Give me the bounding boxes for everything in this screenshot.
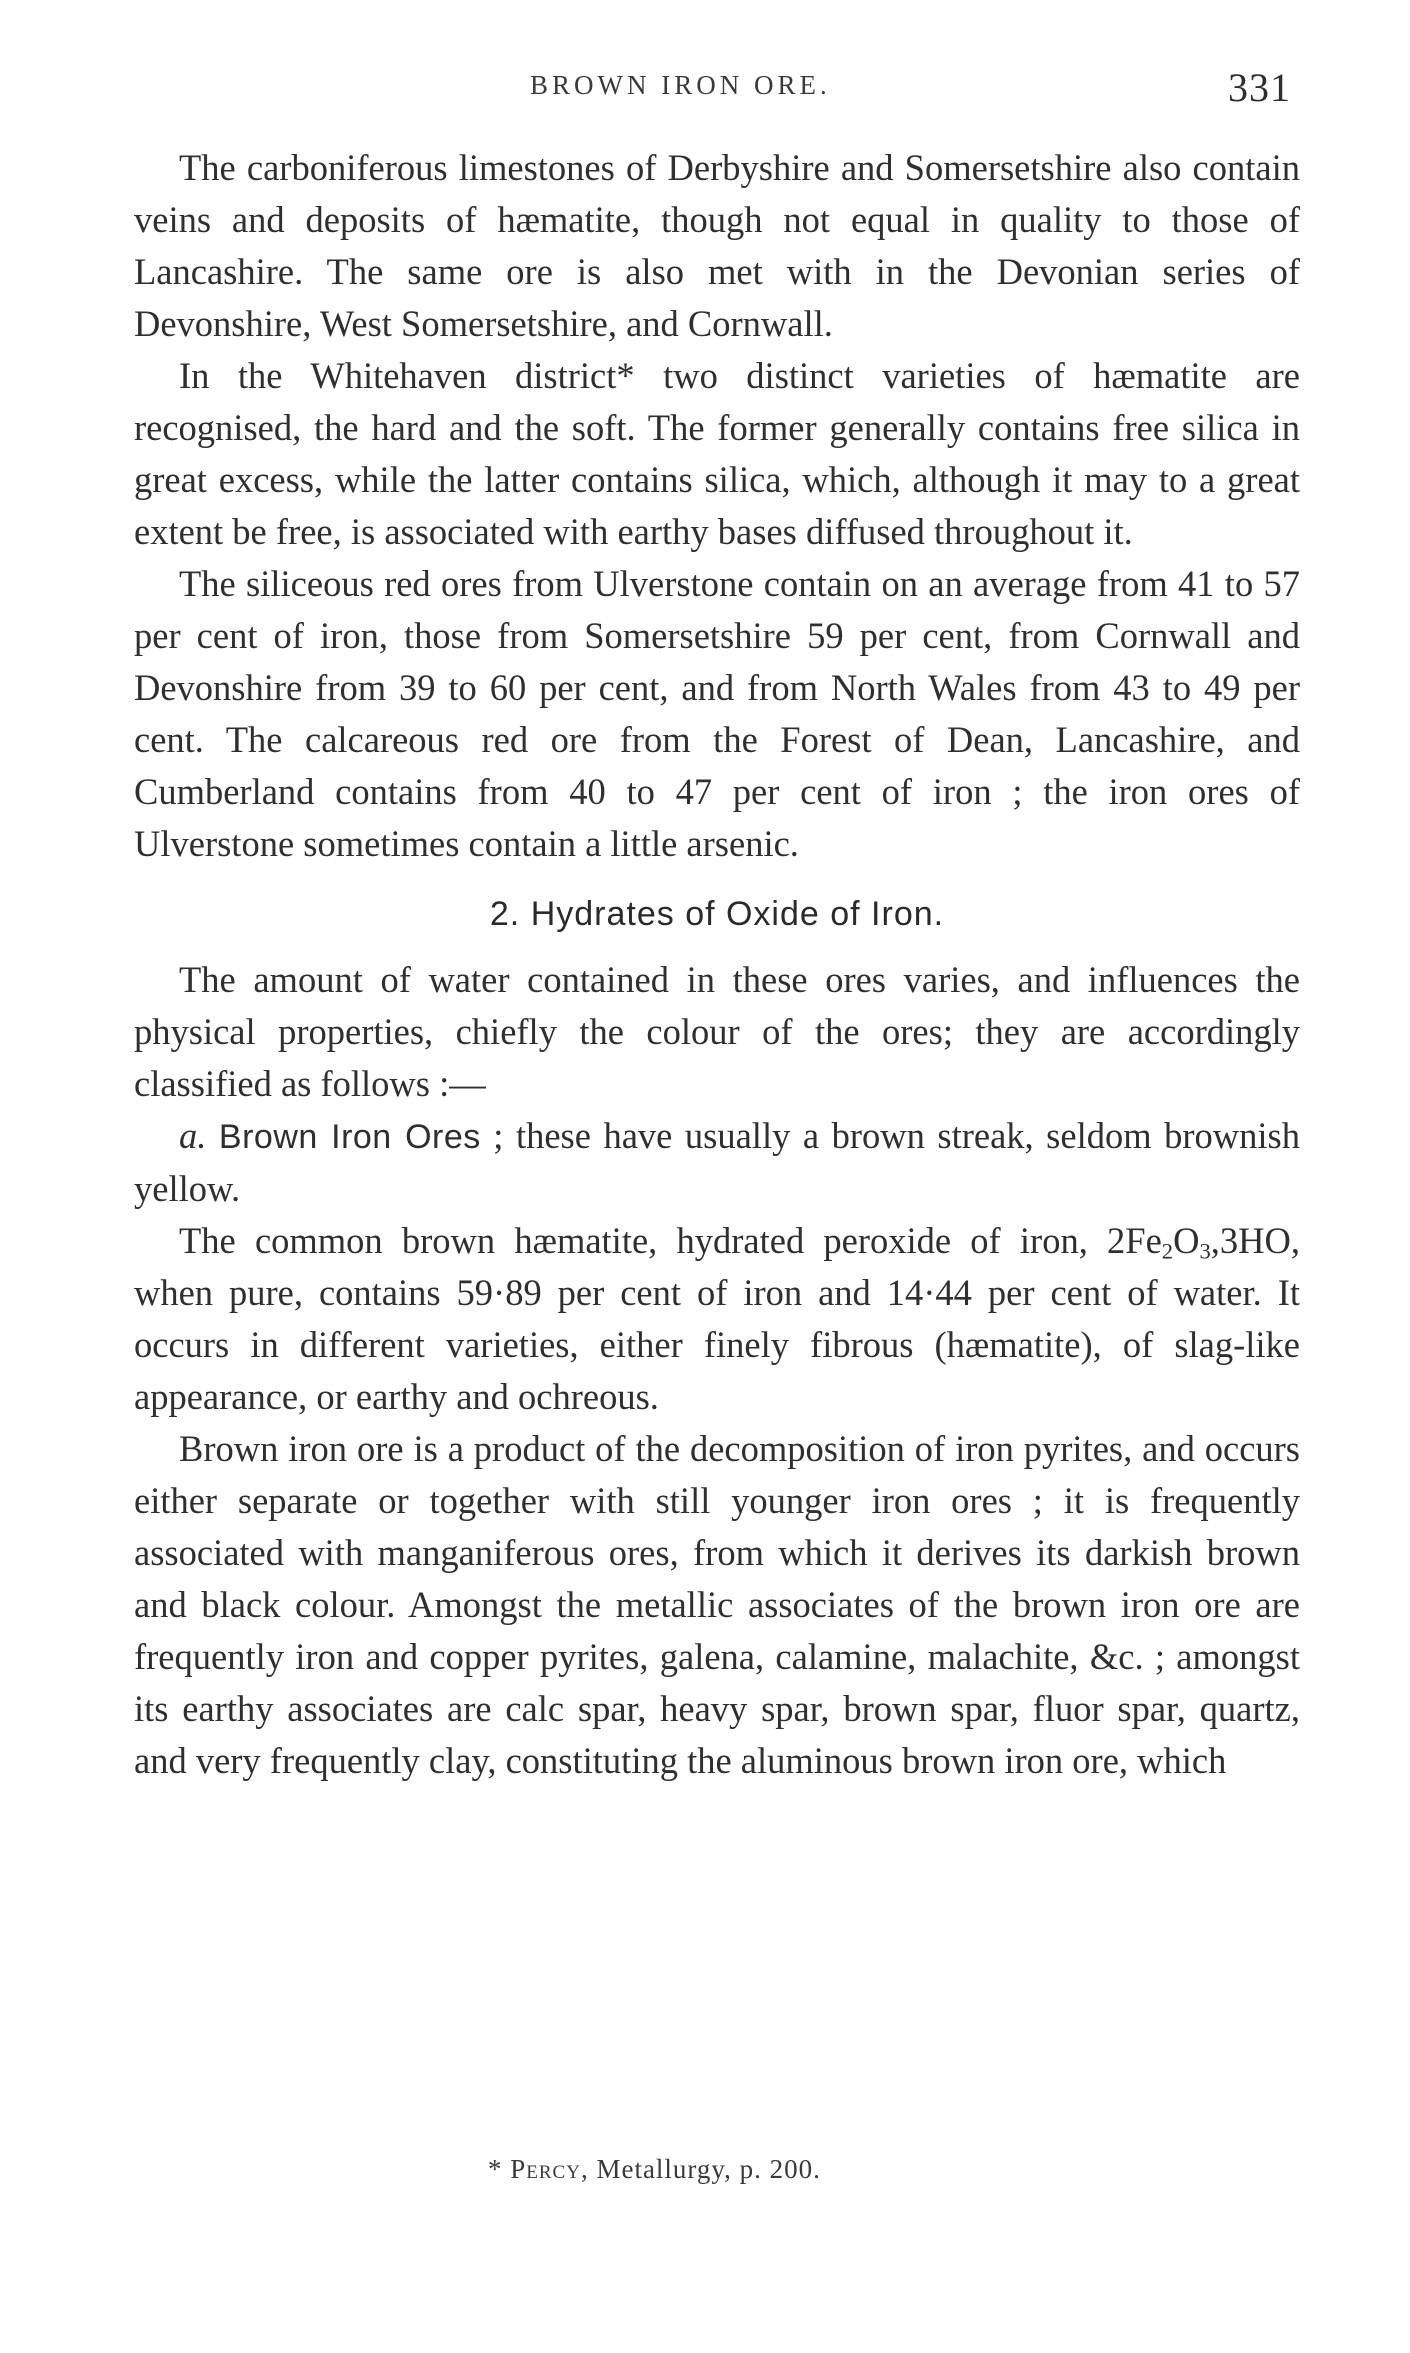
section-heading: 2. Hydrates of Oxide of Iron. <box>489 895 945 933</box>
paragraph-5 <box>134 1110 1300 1215</box>
formula-subscript-2: 3 <box>1199 1238 1211 1264</box>
page-number: 331 <box>1228 65 1291 110</box>
footnote-author: Percy <box>510 2154 581 2184</box>
subsection-title: Brown Iron Ores <box>218 1118 481 1156</box>
paragraph-6 <box>134 1215 1300 1423</box>
footnote-marker: * <box>488 2154 503 2184</box>
paragraph-6-text: ,3HO, when pure, contains 59·89 per cent of iron and 14·44 per cent of water. It occurs in different varieties, either finely fibrous (hæmatite), of slag-like appearance, or earthy and ochreous. <box>134 1220 1300 1417</box>
running-title: BROWN IRON ORE. <box>530 70 831 100</box>
footnote-reference: , Metallurgy, p. 200. <box>580 2154 821 2184</box>
formula-subscript-1: 2 <box>1161 1238 1174 1264</box>
paragraph-1: The carboniferous limestones of Derbyshire and Somersetshire also contain veins and deposits of hæmatite, though not equal in quality to those of Lancashire. The same ore is also met with in the Devonian series of Devonshire, West Somersetshire, and Cornwall. <box>134 147 1300 344</box>
formula-oxygen: O <box>1173 1220 1200 1261</box>
paragraph-4: The amount of water contained in these ores varies, and influences the physical properties, chiefly the colour of the ores; they are accordingly classified as follows :— <box>134 959 1300 1104</box>
paragraph-7: Brown iron ore is a product of the decomposition of iron pyrites, and occurs either separate or together with still younger iron ores ; it is frequently associated with manganiferous ores, from which it derives its darkish brown and black colour. Amongst the metallic associates of the brown iron ore are frequently iron and copper pyrites, galena, calamine, malachite, &c. ; amongst its earthy associates are calc spar, heavy spar, brown spar, fluor spar, quartz, and very frequently clay, constituting the aluminous brown iron ore, which <box>134 1428 1300 1781</box>
formula-start: The common brown hæmatite, hydrated peroxide of iron, 2Fe <box>179 1220 1162 1261</box>
body-text <box>134 142 1300 1787</box>
list-letter: a. <box>179 1115 207 1156</box>
footnote <box>488 2154 821 2185</box>
paragraph-5-text: ; these have usually a brown streak, seldom brownish yellow. <box>134 1115 1301 1209</box>
paragraph-2: In the Whitehaven district* two distinct varieties of hæmatite are recognised, the hard and the soft. The former generally contains free silica in great excess, while the latter contains silica, which, although it may to a great extent be free, is associated with earthy bases diffused throughout it. <box>134 355 1300 552</box>
paragraph-3: The siliceous red ores from Ulverstone contain on an average from 41 to 57 per cent of iron, those from Somersetshire 59 per cent, from Cornwall and Devonshire from 39 to 60 per cent, and from North Wales from 43 to 49 per cent. The calcareous red ore from the Forest of Dean, Lancashire, and Cumberland contains from 40 to 47 per cent of iron ; the iron ores of Ulverstone sometimes contain a little arsenic. <box>134 563 1300 864</box>
